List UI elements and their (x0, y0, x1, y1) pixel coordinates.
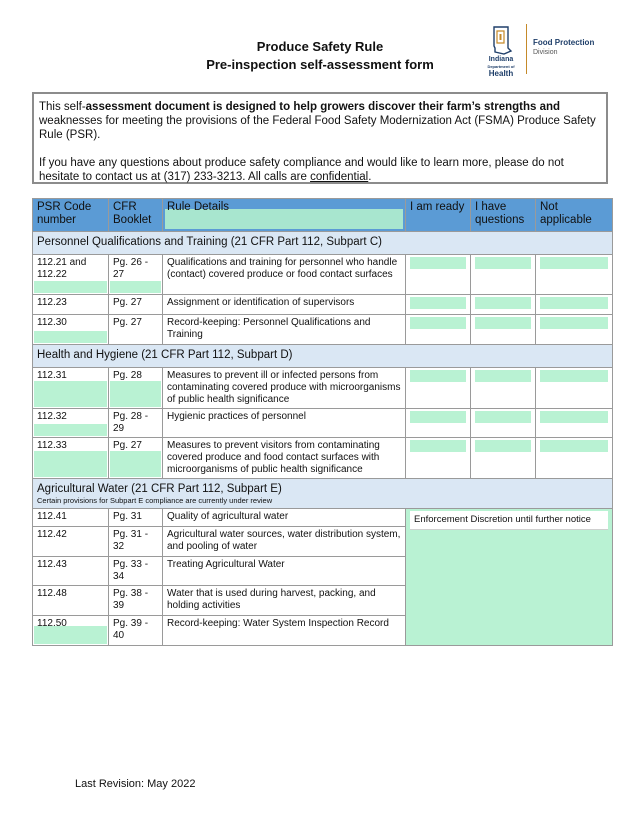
not-applicable-checkbox-cell[interactable] (536, 438, 613, 479)
psr-code-cell (33, 255, 109, 295)
title-line-1: Produce Safety Rule (256, 39, 384, 54)
table-row (33, 438, 613, 479)
psr-code-cell (33, 616, 109, 646)
cfr-page-cell (109, 438, 163, 479)
rule-details: Hygienic practices of personnel (163, 409, 406, 438)
section-title: Personnel Qualifications and Training (21 CFR Part 112, Subpart C) (33, 232, 613, 255)
section-title-cell (33, 479, 613, 509)
answer-field (410, 411, 466, 423)
cfr-page: Pg. 27 (113, 297, 142, 308)
psr-code: 112.32 (37, 411, 67, 422)
cfr-page: Pg. 31 (113, 511, 142, 522)
intro-p1-lead: This self- (39, 101, 86, 113)
cfr-page-cell (109, 616, 163, 646)
psr-code-cell (33, 509, 109, 527)
answer-field (540, 411, 608, 423)
ready-checkbox-cell[interactable] (406, 255, 471, 295)
state-name-line-2: Department of (487, 64, 515, 69)
psr-code: 112.42 (37, 529, 67, 540)
cfr-page: Pg. 39 - 40 (113, 618, 149, 641)
psr-code-cell (33, 295, 109, 315)
cfr-page: Pg. 33 - 34 (113, 559, 149, 582)
not-applicable-checkbox-cell[interactable] (536, 295, 613, 315)
questions-checkbox-cell[interactable] (471, 438, 536, 479)
answer-field (410, 370, 466, 382)
col-header-ready: I am ready (406, 199, 471, 232)
cfr-page-cell (109, 295, 163, 315)
rule-details: Treating Agricultural Water (163, 557, 406, 586)
section-header-row (33, 232, 613, 255)
table-row (33, 255, 613, 295)
questions-checkbox-cell[interactable] (471, 315, 536, 345)
highlight-fill (110, 451, 161, 477)
col-header-code: PSR Code number (33, 199, 109, 232)
enforcement-discretion-cell (406, 509, 613, 646)
cfr-page-cell (109, 368, 163, 409)
answer-field (410, 317, 466, 329)
highlight-fill (34, 281, 107, 293)
division-name-light: Division (533, 49, 558, 56)
cfr-page-cell (109, 509, 163, 527)
rule-details: Record-keeping: Water System Inspection Record (163, 616, 406, 646)
not-applicable-checkbox-cell[interactable] (536, 255, 613, 295)
last-revision: Last Revision: May 2022 (75, 778, 196, 790)
rule-details: Assignment or identification of supervisors (163, 295, 406, 315)
psr-code-cell (33, 409, 109, 438)
col-header-questions: I have questions (471, 199, 536, 232)
answer-field (540, 317, 608, 329)
table-row (33, 409, 613, 438)
ready-checkbox-cell[interactable] (406, 315, 471, 345)
not-applicable-checkbox-cell[interactable] (536, 368, 613, 409)
intro-box (32, 92, 608, 184)
table-row (33, 315, 613, 345)
psr-code: 112.21 and 112.22 (37, 257, 87, 280)
logo-divider (526, 24, 527, 74)
cfr-page: Pg. 28 (113, 370, 142, 381)
answer-field (540, 257, 608, 269)
psr-code: 112.43 (37, 559, 67, 570)
psr-code: 112.48 (37, 588, 67, 599)
rule-details: Measures to prevent ill or infected persons from contaminating covered produce with microorganisms of public health significance (163, 368, 406, 409)
confidential-text: confidential (310, 171, 369, 183)
ready-checkbox-cell[interactable] (406, 295, 471, 315)
cfr-page-cell (109, 557, 163, 586)
table-row (33, 295, 613, 315)
cfr-page-cell (109, 409, 163, 438)
intro-p1-bold: assessment document is designed to help growers discover their farm’s strengths and (85, 101, 561, 113)
answer-field (475, 370, 531, 382)
answer-field (475, 440, 531, 452)
highlight-fill (34, 424, 107, 436)
intro-paragraph-2 (39, 156, 601, 184)
answer-field (475, 297, 531, 309)
section-header-row (33, 479, 613, 509)
answer-field (540, 440, 608, 452)
psr-code-cell (33, 315, 109, 345)
table-header-row (33, 199, 613, 232)
intro-p2-lead: If you have any questions about produce safety compliance and would like to learn more, please do not hesitate to contact us at (317) 233-3213. All calls are (39, 157, 564, 183)
cfr-page-cell (109, 527, 163, 557)
cfr-page-cell (109, 255, 163, 295)
answer-field (540, 297, 608, 309)
psr-code: 112.31 (37, 370, 67, 381)
psr-code: 112.23 (37, 297, 67, 308)
ready-checkbox-cell[interactable] (406, 368, 471, 409)
questions-checkbox-cell[interactable] (471, 255, 536, 295)
answer-field (475, 317, 531, 329)
psr-code-cell (33, 438, 109, 479)
answer-field (475, 411, 531, 423)
answer-field (410, 297, 466, 309)
state-name-line-1: Indiana (488, 56, 514, 63)
answer-field (410, 257, 466, 269)
cfr-page: Pg. 27 (113, 440, 142, 451)
cfr-page: Pg. 27 (113, 317, 142, 328)
col-header-rule (163, 199, 406, 232)
indiana-state-outline-icon (486, 24, 518, 56)
cfr-page-cell (109, 315, 163, 345)
table-row (33, 509, 613, 527)
state-agency-name (480, 56, 522, 78)
ready-checkbox-cell[interactable] (406, 438, 471, 479)
intro-p1-rest: weaknesses for meeting the provisions of the Federal Food Safety Modernization Act (FSMA) Produce Safety Rule (PSR). (39, 115, 596, 141)
title-line-2: Pre-inspection self-assessment form (206, 57, 434, 72)
rule-details: Record-keeping: Personnel Qualifications and Training (163, 315, 406, 345)
highlight-fill (110, 281, 161, 293)
division-name-bold: Food Protection (533, 38, 595, 47)
rule-details: Agricultural water sources, water distribution system, and pooling of water (163, 527, 406, 557)
table-row (33, 368, 613, 409)
questions-checkbox-cell[interactable] (471, 368, 536, 409)
intro-p2-end: . (368, 171, 372, 183)
answer-field (540, 370, 608, 382)
cfr-page: Pg. 31 - 32 (113, 529, 149, 552)
rule-details: Measures to prevent visitors from contaminating covered produce and food contact surfaces with microorganisms of public health significance (163, 438, 406, 479)
cfr-page-cell (109, 586, 163, 616)
agency-logo (480, 22, 620, 80)
section-title: Health and Hygiene (21 CFR Part 112, Subpart D) (33, 345, 613, 368)
cfr-page: Pg. 38 - 39 (113, 588, 149, 611)
assessment-table (32, 198, 613, 646)
psr-code: 112.41 (37, 511, 67, 522)
psr-code-cell (33, 586, 109, 616)
section-note: Certain provisions for Subpart E compliance are currently under review (37, 496, 273, 505)
highlight-fill (110, 381, 161, 407)
highlight-fill (34, 331, 107, 343)
ready-checkbox-cell[interactable] (406, 409, 471, 438)
cfr-page: Pg. 28 - 29 (113, 411, 149, 434)
answer-field (475, 257, 531, 269)
questions-checkbox-cell[interactable] (471, 295, 536, 315)
col-header-na: Not applicable (536, 199, 613, 232)
not-applicable-checkbox-cell[interactable] (536, 409, 613, 438)
psr-code-cell (33, 527, 109, 557)
psr-code: 112.30 (37, 317, 67, 328)
division-name (533, 38, 594, 58)
document-title (160, 38, 480, 74)
intro-paragraph-1 (39, 100, 601, 142)
section-title: Agricultural Water (21 CFR Part 112, Subpart E) (37, 483, 282, 495)
rule-details: Quality of agricultural water (163, 509, 406, 527)
cfr-page: Pg. 26 - 27 (113, 257, 149, 280)
psr-code-cell (33, 368, 109, 409)
rule-details: Qualifications and training for personnel who handle (contact) covered produce or food contact surfaces (163, 255, 406, 295)
not-applicable-checkbox-cell[interactable] (536, 315, 613, 345)
highlight-fill (34, 451, 107, 477)
answer-field (410, 440, 466, 452)
enforcement-discretion-label: Enforcement Discretion until further notice (410, 511, 608, 530)
psr-code: 112.50 (37, 618, 67, 629)
col-header-rule-text: Rule Details (167, 201, 229, 213)
psr-code: 112.33 (37, 440, 67, 451)
state-name-line-3: Health (488, 69, 514, 78)
rule-details: Water that is used during harvest, packing, and holding activities (163, 586, 406, 616)
highlight-fill (34, 381, 107, 407)
col-header-cfr: CFR Booklet (109, 199, 163, 232)
section-header-row (33, 345, 613, 368)
questions-checkbox-cell[interactable] (471, 409, 536, 438)
psr-code-cell (33, 557, 109, 586)
